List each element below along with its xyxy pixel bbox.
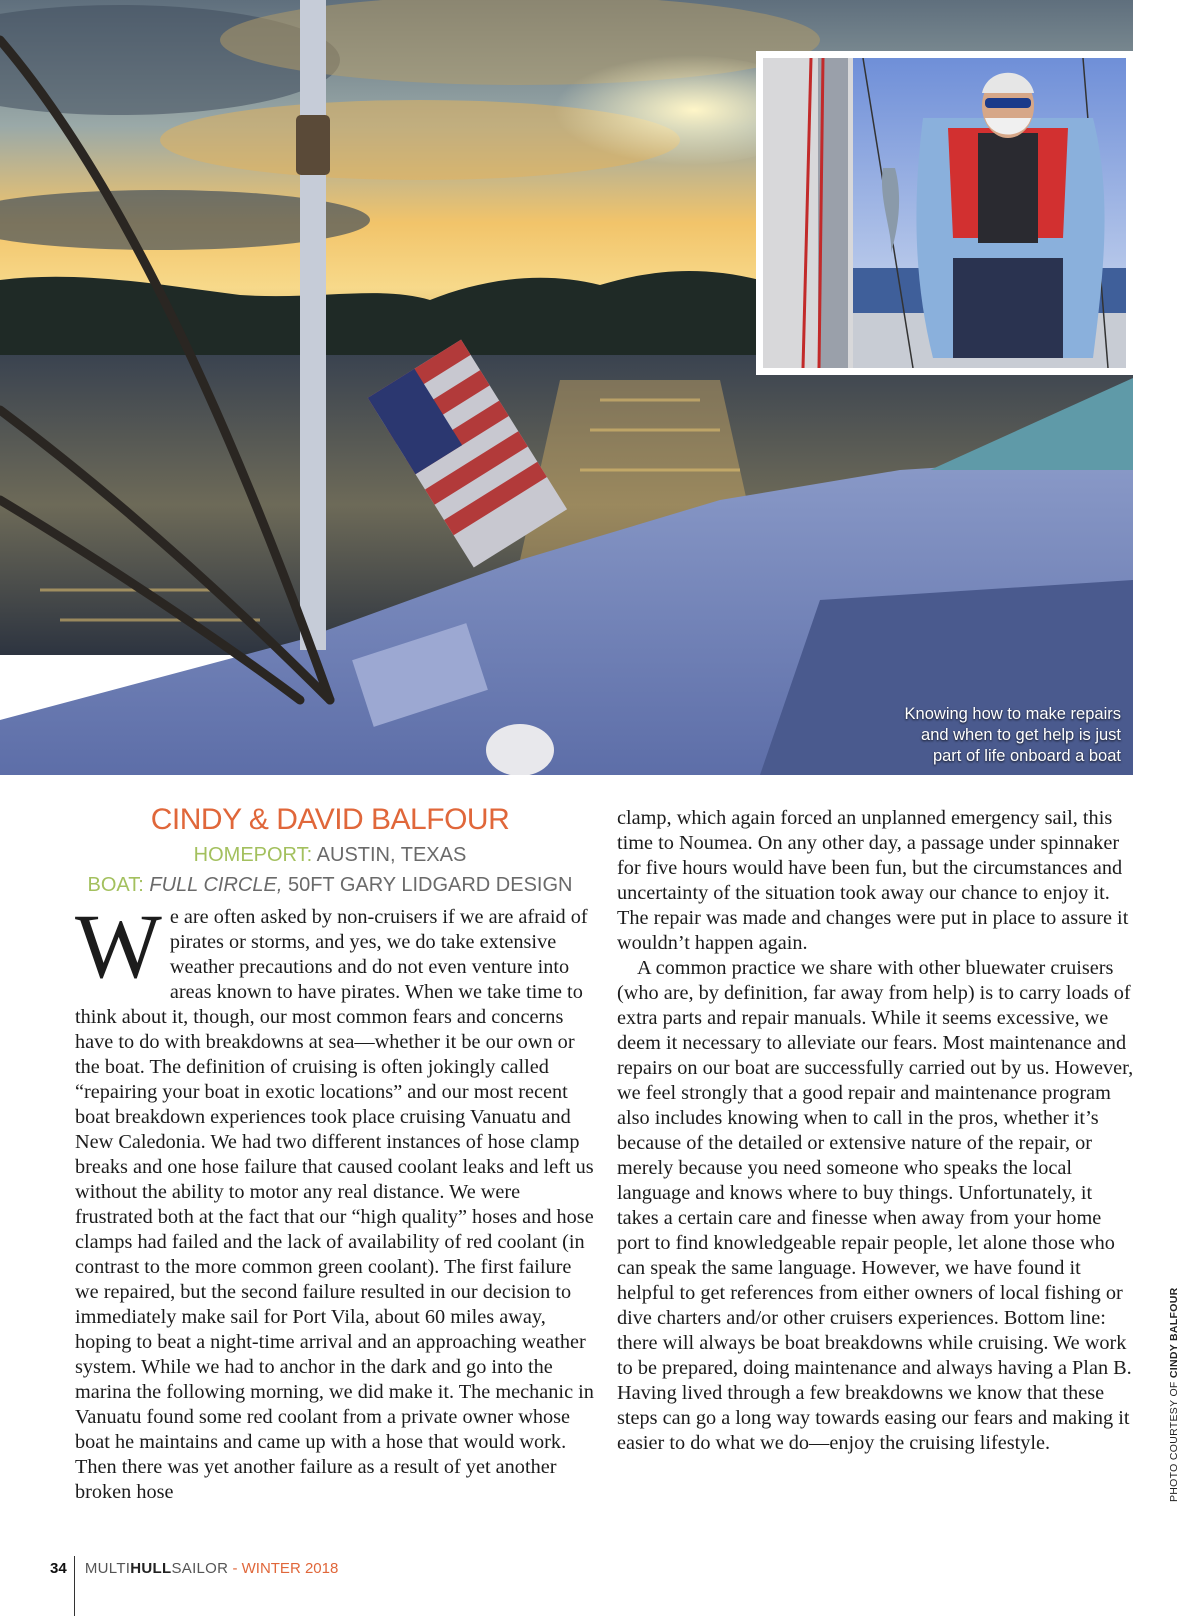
inset-photo xyxy=(756,51,1133,375)
issue-label: - WINTER 2018 xyxy=(232,1560,339,1577)
photo-credit-prefix: PHOTO COURTESY OF xyxy=(1168,1381,1180,1502)
article-column-1 xyxy=(75,895,595,1505)
page-footer xyxy=(50,1560,338,1577)
homeport-line xyxy=(70,840,590,870)
article-paragraph-1 xyxy=(75,895,595,1505)
photo-credit-name: CINDY BALFOUR xyxy=(1168,1287,1180,1379)
magazine-name xyxy=(85,1560,228,1577)
byline xyxy=(70,800,590,900)
boat-name: FULL CIRCLE, xyxy=(149,874,283,896)
article-column-2 xyxy=(617,806,1137,1456)
drop-cap: W xyxy=(75,895,162,997)
footer-divider xyxy=(74,1556,75,1616)
author-names: CINDY & DAVID BALFOUR xyxy=(150,803,510,836)
homeport-label: HOMEPORT: xyxy=(193,844,313,866)
boat-design: 50FT GARY LIDGARD DESIGN xyxy=(287,874,573,896)
magazine-name-suffix: SAILOR xyxy=(171,1560,229,1577)
magazine-name-bold: HULL xyxy=(130,1560,172,1577)
article-paragraph-3: A common practice we share with other bluewater cruisers (who are, by definition, far away from help) is to carry loads of extra parts and repair manuals. While it seems excessive, we deem it necessary to alleviate our fears. Most maintenance and repairs on our boat are successfully carried out by us. However, we feel strongly that a good repair and maintenance program also includes knowing when to call in the pros, whether it’s because of the detailed or extensive nature of the repair, or merely because you need someone who speaks the local language and knows where to buy things. Unfortunately, it takes a certain care and finesse when away from your home port to find knowledgeable repair people, let alone those who can speak the same language. However, we have found it helpful to get references from either owners of local fishing or dive charters and/or other cruisers experiences. Bottom line: there will always be boat breakdowns while cruising. We work to be prepared, doing maintenance and always having a Plan B. Having lived through a few breakdowns we know that these steps can go a long way towards easing our fears and making it easier to do what we do—enjoy the cruising lifestyle. xyxy=(617,957,1134,1454)
article-paragraph-2: clamp, which again forced an unplanned emergency sail, this time to Noumea. On any other day, a passage under spinnaker for five hours would have been fun, but the circumstances and uncertainty of the situation took away our chance to enjoy it. The repair was made and changes were put in place to assure it wouldn’t happen again. xyxy=(617,807,1129,954)
photo-credit xyxy=(1168,1288,1180,1502)
photo-caption: Knowing how to make repairs and when to get help is just part of life onboard a boat xyxy=(904,705,1121,765)
sailor-holding-fish xyxy=(763,58,1126,368)
boat-label: BOAT: xyxy=(87,874,144,896)
homeport-value: AUSTIN, TEXAS xyxy=(316,844,467,866)
magazine-name-prefix: MULTI xyxy=(84,1560,131,1577)
paragraph-1-text: e are often asked by non-cruisers if we are afraid of pirates or storms, and yes, we do take extensive weather precautions and do not even venture into areas known to have pirates. When we take time to think about it, though, our most common fears and concerns have to do with breakdowns at sea—whether it be our own or the boat. The definition of cruising is often jokingly called “repairing your boat in exotic locations” and our most recent boat breakdown experiences took place cruising Vanuatu and New Caledonia. We had two different instances of hose clamp breaks and one hose failure that caused coolant leaks and left us without the ability to motor any real distance. We were frustrated both at the fact that our “high quality” hoses and hose clamps had failed and the lack of availability of red coolant (in contrast to the more common green coolant). The first failure we repaired, but the second failure resulted in our decision to immediately make sail for Port Vila, about 60 miles away, hoping to beat a night-time arrival and an approaching weather system. While we had to anchor in the dark and go into the marina the following morning, we did make it. The mechanic in Vanuatu found some red coolant from a private owner whose boat he maintains and came up with a hose that would work. Then there was yet another failure as a result of yet another broken hose xyxy=(75,906,594,1503)
page-number: 34 xyxy=(50,1560,67,1577)
